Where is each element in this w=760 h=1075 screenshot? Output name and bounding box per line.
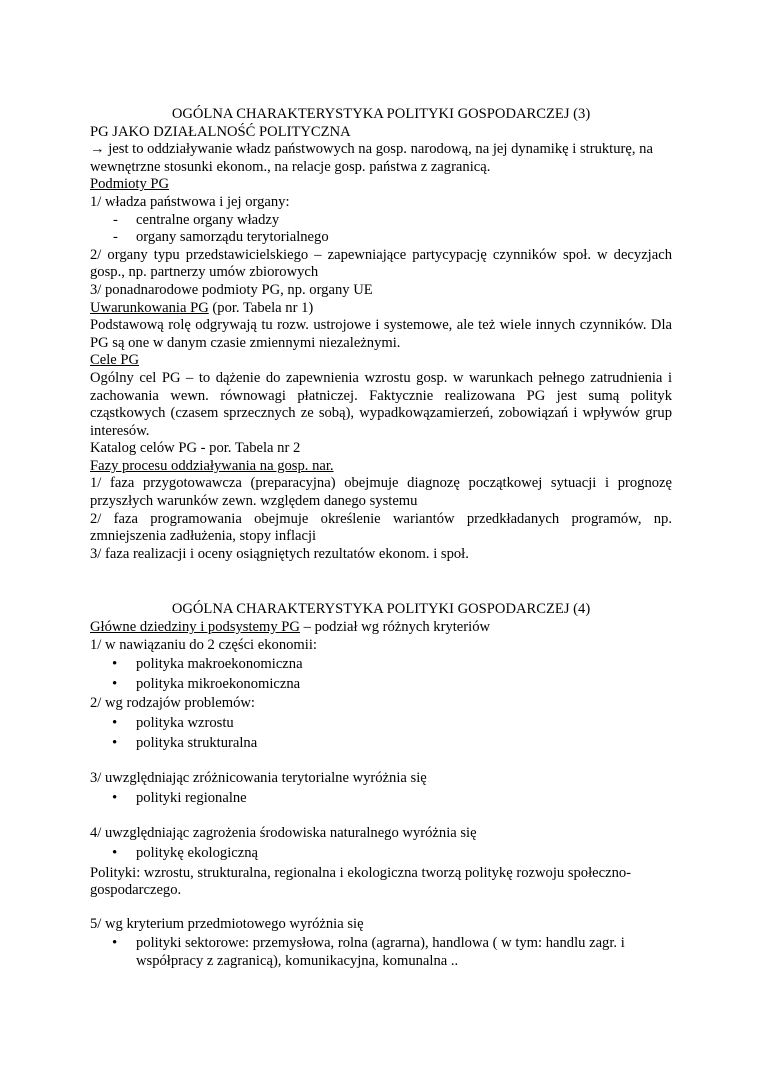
podmioty-item-3: 3/ ponadnarodowe podmioty PG, np. organy UE [90,281,373,298]
list-item: - centralne organy władzy [90,212,672,230]
list-item: - organy samorządu terytorialnego [90,229,672,247]
dziedziny-line [90,619,672,637]
fazy-item-1: 1/ faza przygotowawcza (preparacyjna) obejmuje diagnozę początkowej sytuacji i prognozę przyszłych warunków zewn. względem danego systemu [90,475,672,510]
cele-text: Ogólny cel PG – to dążenie do zapewnienia wzrostu gosp. w warunkach pełnego zatrudnienia i zachowania wewn. równowagi płatniczej. Faktycznie realizowana PG jest sumą polityk cząstkowych (czasem sprzecznych ze sobą), wypadkowązamierzeń, zobowiązań i wpływów grup interesów. [90,369,672,439]
section4-title: OGÓLNA CHARAKTERYSTYKA POLITYKI GOSPODARCZEJ (4) [171,601,591,618]
podmioty-item-2: 2/ organy typu przedstawicielskiego – zapewniające partycypację czynników społ. w decyzjach gosp., np. partnerzy umów zbiorowych [90,246,672,281]
dziedziny-heading: Główne dziedziny i podsystemy PG [90,619,300,636]
list-item: • polityka wzrostu [90,715,672,733]
document-page [90,106,672,973]
katalog-line: Katalog celów PG - por. Tabela nr 2 [90,440,301,457]
uwarunkowania-text: Podstawową rolę odgrywają tu rozw. ustrojowe i systemowe, ale też wiele innych czynników. Dla PG są one w danym czasie zmiennymi niezależnymi. [90,317,672,351]
list-item: • politykę ekologiczną [90,845,672,863]
podmioty-sublist [90,212,672,247]
uwarunkowania-heading: Uwarunkowania PG [90,299,209,316]
kryterium-3-list [90,790,672,808]
podmioty-item-1: 1/ władza państwowa i jej organy: [90,193,290,210]
polityki-summary: Polityki: wzrostu, strukturalna, regionalna i ekologiczna tworzą politykę rozwoju społeczno-gospodarczego. [90,864,632,899]
kryterium-4-list [90,845,672,863]
spacer [90,809,672,825]
podmioty-heading: Podmioty PG [90,176,170,193]
kryterium-2-list [90,715,672,752]
uwarunkowania-ref: (por. Tabela nr 1) [208,299,314,316]
kryterium-4: 4/ uwzględniając zagrożenia środowiska naturalnego wyróżnia się [90,825,477,842]
list-item: • polityki regionalne [90,790,672,808]
list-item: • polityka mikroekonomiczna [90,676,672,694]
cele-heading: Cele PG [90,352,140,369]
kryterium-1: 1/ w nawiązaniu do 2 części ekonomii: [90,636,317,653]
section-spacer [90,563,672,601]
spacer [90,900,672,916]
kryterium-1-list [90,656,672,693]
kryterium-2: 2/ wg rodzajów problemów: [90,695,255,712]
kryterium-3: 3/ uwzględniając zróżnicowania terytorialne wyróżnia się [90,770,427,787]
definition-paragraph: → jest to oddziaływanie władz państwowych na gosp. narodową, na jej dynamikę i strukturę, na wewnętrzne stosunki ekonom., na relacje gosp. państwa z zagranicą. [90,141,653,175]
section3-title: OGÓLNA CHARAKTERYSTYKA POLITYKI GOSPODARCZEJ (3) [171,106,591,122]
spacer [90,754,672,770]
fazy-heading: Fazy procesu oddziaływania na gosp. nar. [90,457,334,474]
list-item: • polityki sektorowe: przemysłowa, rolna (agrarna), handlowa ( w tym: handlu zagr. i współpracy z zagranicą), komunikacyjna, komunalna .. [90,935,672,970]
fazy-item-3: 3/ faza realizacji i oceny osiągniętych rezultatów ekonom. i społ. [90,545,469,562]
dziedziny-rest: – podział wg różnych kryteriów [299,619,491,636]
kryterium-5: 5/ wg kryterium przedmiotowego wyróżnia się [90,915,364,932]
kryterium-5-list [90,935,672,970]
fazy-item-2: 2/ faza programowania obejmuje określenie wariantów przedkładanych programów, np. zmniejszenia zadłużenia, stopy inflacji [90,510,672,545]
list-item: • polityka makroekonomiczna [90,656,672,674]
uwarunkowania-line [90,300,672,318]
section3-subtitle: PG JAKO DZIAŁALNOŚĆ POLITYCZNA [90,123,351,140]
list-item: • polityka strukturalna [90,735,672,753]
